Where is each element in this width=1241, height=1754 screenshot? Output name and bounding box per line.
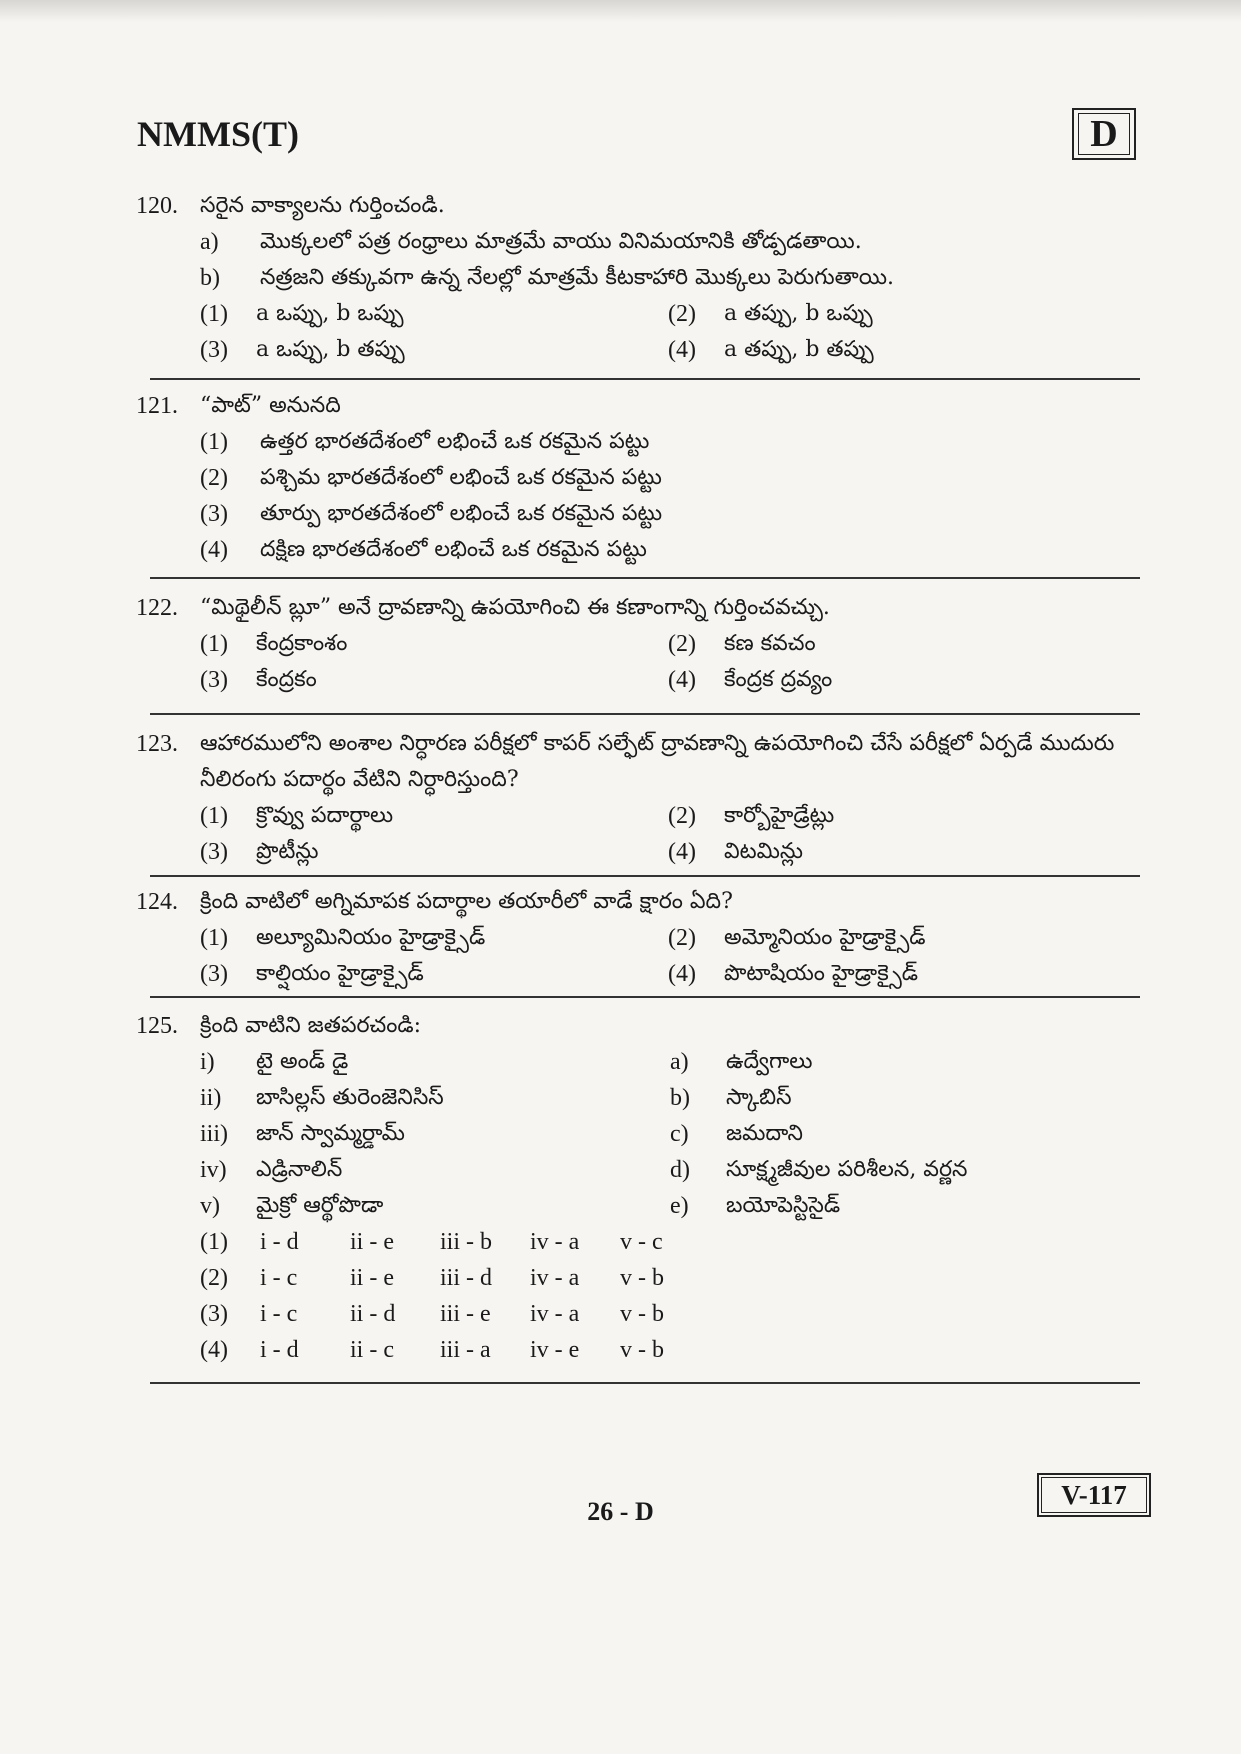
pair: i - c	[260, 1301, 298, 1327]
statement	[200, 224, 1136, 260]
list-1-label: iii)	[200, 1121, 228, 1147]
option-label: (2)	[668, 301, 696, 327]
list-2-text: బయోపెస్టిసైడ్	[726, 1193, 841, 1218]
match-row	[200, 1188, 1136, 1224]
list-2-text: స్కాబిస్	[726, 1085, 792, 1110]
pair: i - d	[260, 1337, 299, 1363]
option-label: (4)	[668, 839, 696, 865]
list-2-label: b)	[670, 1085, 690, 1111]
option-text: పశ్చిమ భారతదేశంలో లభించే ఒక రకమైన పట్టు	[260, 465, 662, 490]
option-label: (1)	[200, 1229, 228, 1255]
option	[200, 662, 668, 698]
option-label: (3)	[200, 839, 228, 865]
option	[200, 460, 1136, 496]
set-box	[1072, 108, 1136, 160]
question-125	[136, 1008, 1136, 1368]
pair: i - d	[260, 1229, 299, 1255]
option-label: (4)	[668, 337, 696, 363]
question-120	[136, 188, 1136, 368]
question-number: 122.	[136, 595, 178, 621]
option	[668, 834, 1136, 870]
list-1-text: బాసిల్లస్ తురెంజెనిసిస్	[256, 1085, 444, 1110]
divider	[150, 996, 1140, 998]
option-text: a తప్పు, b తప్పు	[724, 337, 874, 362]
question-stem: “మిథైలీన్ బ్లూ” అనే ద్రావణాన్ని ఉపయోగించి ఈ కణాంగాన్ని గుర్తించవచ్చు.	[200, 595, 830, 620]
option	[668, 296, 1136, 332]
option-text: కార్బోహైడ్రేట్లు	[724, 803, 835, 828]
pair: iii - d	[440, 1265, 492, 1291]
answer-code-row	[200, 1332, 1136, 1368]
divider	[150, 577, 1140, 579]
option	[668, 626, 1136, 662]
pair: iv - a	[530, 1229, 580, 1255]
pair: i - c	[260, 1265, 298, 1291]
option	[200, 296, 668, 332]
option-label: (1)	[200, 301, 228, 327]
option-text: a ఒప్పు, b ఒప్పు	[256, 301, 404, 326]
option-label: (2)	[200, 1265, 228, 1291]
statement-text: నత్రజని తక్కువగా ఉన్న నేలల్లో మాత్రమే కీటకాహారి మొక్కలు పెరుగుతాయి.	[260, 265, 894, 290]
pair: iv - a	[530, 1301, 580, 1327]
option-text: దక్షిణ భారతదేశంలో లభించే ఒక రకమైన పట్టు	[260, 537, 647, 562]
question-122	[136, 590, 1136, 698]
option	[200, 920, 668, 956]
option-text: కేంద్రకాంశం	[256, 631, 348, 656]
statement-label: b)	[200, 265, 220, 291]
option-text: విటమిన్లు	[724, 839, 803, 864]
option-text: a ఒప్పు, b తప్పు	[256, 337, 405, 362]
option	[200, 834, 668, 870]
question-number: 124.	[136, 889, 178, 915]
divider	[150, 713, 1140, 715]
pair: iii - e	[440, 1301, 491, 1327]
option-text: పొటాషియం హైడ్రాక్సైడ్	[724, 961, 919, 986]
question-stem: ఆహారములోని అంశాల నిర్ధారణ పరీక్షలో కాపర్ సల్ఫేట్ ద్రావణాన్ని ఉపయోగించి చేసే పరీక్షలో ఏర్పడే ముదురు నీలిరంగు పదార్థం వేటిని నిర్ధారిస్తుంది?	[200, 731, 1115, 792]
option-label: (4)	[668, 961, 696, 987]
pair: ii - e	[350, 1265, 394, 1291]
option-label: (3)	[200, 1301, 228, 1327]
option	[200, 532, 1136, 568]
list-1-label: iv)	[200, 1157, 227, 1183]
divider	[150, 378, 1140, 380]
option-label: (3)	[200, 501, 228, 527]
match-row	[200, 1044, 1136, 1080]
statement	[200, 260, 1136, 296]
booklet-code: V-117	[1041, 1477, 1147, 1513]
pair: ii - e	[350, 1229, 394, 1255]
option	[200, 496, 1136, 532]
option-label: (2)	[668, 631, 696, 657]
option-label: (3)	[200, 667, 228, 693]
question-number: 121.	[136, 393, 178, 419]
option	[668, 662, 1136, 698]
pair: ii - d	[350, 1301, 396, 1327]
option	[668, 332, 1136, 368]
option-label: (2)	[200, 465, 228, 491]
option-text: అమ్మోనియం హైడ్రాక్సైడ్	[724, 925, 926, 950]
page-number: 26 - D	[587, 1497, 654, 1526]
option-label: (3)	[200, 337, 228, 363]
option	[668, 798, 1136, 834]
option-label: (4)	[200, 1337, 228, 1363]
option-text: క్రొవ్వు పదార్థాలు	[256, 803, 394, 828]
pair: v - b	[620, 1337, 664, 1363]
option-label: (1)	[200, 803, 228, 829]
option-text: కేంద్రక ద్రవ్యం	[724, 667, 833, 692]
option-label: (2)	[668, 803, 696, 829]
pair: iv - e	[530, 1337, 580, 1363]
pair: iii - b	[440, 1229, 492, 1255]
question-stem: క్రింది వాటిని జతపరచండి:	[200, 1013, 422, 1038]
option	[668, 956, 1136, 992]
statement-text: మొక్కలలో పత్ర రంధ్రాలు మాత్రమే వాయు వినిమయానికి తోడ్పడతాయి.	[260, 229, 862, 254]
question-stem: సరైన వాక్యాలను గుర్తించండి.	[200, 193, 445, 218]
list-1-text: టై అండ్ డై	[256, 1049, 349, 1074]
answer-code-row	[200, 1224, 1136, 1260]
option-text: ఉత్తర భారతదేశంలో లభించే ఒక రకమైన పట్టు	[260, 429, 650, 454]
option-label: (1)	[200, 925, 228, 951]
match-row	[200, 1152, 1136, 1188]
list-2-label: a)	[670, 1049, 689, 1075]
list-1-label: v)	[200, 1193, 220, 1219]
list-2-text: జమదాని	[726, 1121, 804, 1146]
question-stem: క్రింది వాటిలో అగ్నిమాపక పదార్థాల తయారీలో వాడే క్షారం ఏది?	[200, 889, 733, 914]
question-123	[136, 726, 1136, 870]
answer-code-row	[200, 1296, 1136, 1332]
option-text: a తప్పు, b ఒప్పు	[724, 301, 873, 326]
list-1-text: జాన్ స్వామ్మర్డామ్	[256, 1121, 405, 1146]
list-2-label: c)	[670, 1121, 689, 1147]
answer-code-row	[200, 1260, 1136, 1296]
list-2-text: ఉద్వేగాలు	[726, 1049, 813, 1074]
option-text: ప్రొటీన్లు	[256, 839, 319, 864]
list-1-label: i)	[200, 1049, 215, 1075]
question-121	[136, 388, 1136, 568]
option-text: కేంద్రకం	[256, 667, 317, 692]
pair: iv - a	[530, 1265, 580, 1291]
pair: iii - a	[440, 1337, 491, 1363]
option	[200, 798, 668, 834]
question-number: 120.	[136, 193, 178, 219]
statement-label: a)	[200, 229, 219, 255]
pair: v - b	[620, 1301, 664, 1327]
paper-code: NMMS(T)	[137, 114, 299, 154]
option-label: (4)	[200, 537, 228, 563]
option	[200, 332, 668, 368]
question-number: 123.	[136, 731, 178, 757]
list-1-label: ii)	[200, 1085, 222, 1111]
option-text: కణ కవచం	[724, 631, 816, 656]
option	[200, 424, 1136, 460]
scan-edge	[0, 0, 1241, 22]
match-row	[200, 1116, 1136, 1152]
option-label: (1)	[200, 631, 228, 657]
list-2-label: d)	[670, 1157, 690, 1183]
pair: v - c	[620, 1229, 663, 1255]
question-stem: “పాట్” అనునది	[200, 393, 341, 418]
option	[200, 626, 668, 662]
option-label: (3)	[200, 961, 228, 987]
list-1-text: ఎడ్రినాలిన్	[256, 1157, 343, 1182]
divider	[150, 875, 1140, 877]
option-text: తూర్పు భారతదేశంలో లభించే ఒక రకమైన పట్టు	[260, 501, 663, 526]
option	[200, 956, 668, 992]
list-2-label: e)	[670, 1193, 689, 1219]
question-124	[136, 884, 1136, 992]
option-text: అల్యూమినియం హైడ్రాక్సైడ్	[256, 925, 486, 950]
option-label: (4)	[668, 667, 696, 693]
set-letter: D	[1078, 113, 1130, 155]
list-1-text: మైక్రో ఆర్థోపొడా	[256, 1193, 384, 1218]
question-number: 125.	[136, 1013, 178, 1039]
list-2-text: సూక్ష్మజీవుల పరిశీలన, వర్ణన	[726, 1157, 968, 1182]
pair: ii - c	[350, 1337, 394, 1363]
option-label: (1)	[200, 429, 228, 455]
divider	[150, 1382, 1140, 1384]
option-text: కాల్షియం హైడ్రాక్సైడ్	[256, 961, 424, 986]
pair: v - b	[620, 1265, 664, 1291]
option	[668, 920, 1136, 956]
match-row	[200, 1080, 1136, 1116]
option-label: (2)	[668, 925, 696, 951]
